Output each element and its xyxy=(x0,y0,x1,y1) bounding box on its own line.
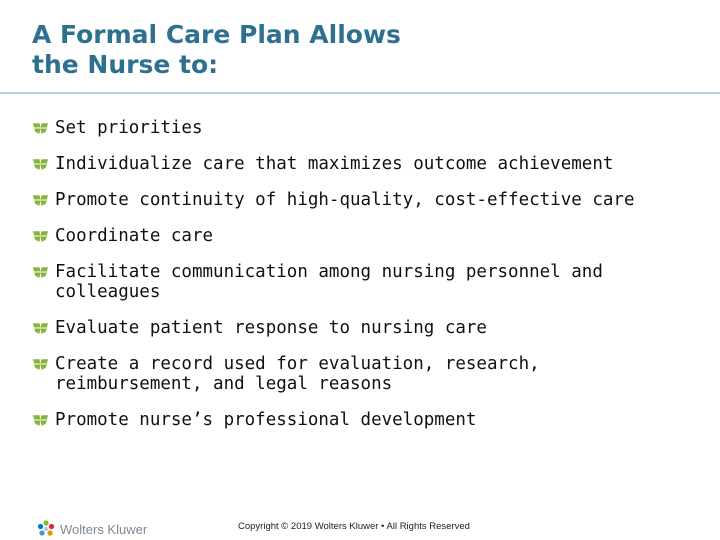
bullet-item xyxy=(32,226,702,246)
bullet-text: Promote nurse’s professional development xyxy=(55,410,477,430)
bullet-diamond-icon xyxy=(32,414,49,427)
bullet-text: Individualize care that maximizes outcome achievement xyxy=(55,154,614,174)
bullet-text-continued: reimbursement, and legal reasons xyxy=(55,374,393,394)
title-divider xyxy=(0,92,720,94)
slide-title xyxy=(32,20,692,80)
bullet-diamond-icon xyxy=(32,122,49,135)
bullet-text: Evaluate patient response to nursing care xyxy=(55,318,487,338)
wolters-kluwer-logo-icon xyxy=(36,519,56,539)
bullet-diamond-icon xyxy=(32,194,49,207)
title-line-1: A Formal Care Plan Allows xyxy=(32,20,401,49)
bullet-text: Set priorities xyxy=(55,118,203,138)
bullet-diamond-icon xyxy=(32,158,49,171)
title-line-2: the Nurse to: xyxy=(32,50,219,79)
bullet-text-continued: colleagues xyxy=(55,282,161,302)
bullet-item xyxy=(32,262,702,302)
bullet-text: Promote continuity of high-quality, cost-effective care xyxy=(55,190,635,210)
bullet-diamond-icon xyxy=(32,266,49,279)
bullet-text: Coordinate care xyxy=(55,226,214,246)
copyright-text: Copyright © 2019 Wolters Kluwer • All Rights Reserved xyxy=(238,521,470,532)
bullet-item xyxy=(32,354,702,394)
bullet-item xyxy=(32,410,702,430)
bullet-item xyxy=(32,154,702,174)
bullet-item xyxy=(32,190,702,210)
bullet-diamond-icon xyxy=(32,322,49,335)
bullet-diamond-icon xyxy=(32,230,49,243)
bullet-item xyxy=(32,318,702,338)
bullet-text: Facilitate communication among nursing personnel and xyxy=(55,262,603,282)
bullet-text: Create a record used for evaluation, research, xyxy=(55,354,540,374)
bullet-diamond-icon xyxy=(32,358,49,371)
footer-logo xyxy=(36,519,147,539)
bullet-item xyxy=(32,118,702,138)
logo-wordmark: Wolters Kluwer xyxy=(60,521,148,537)
bullet-list xyxy=(32,118,702,446)
